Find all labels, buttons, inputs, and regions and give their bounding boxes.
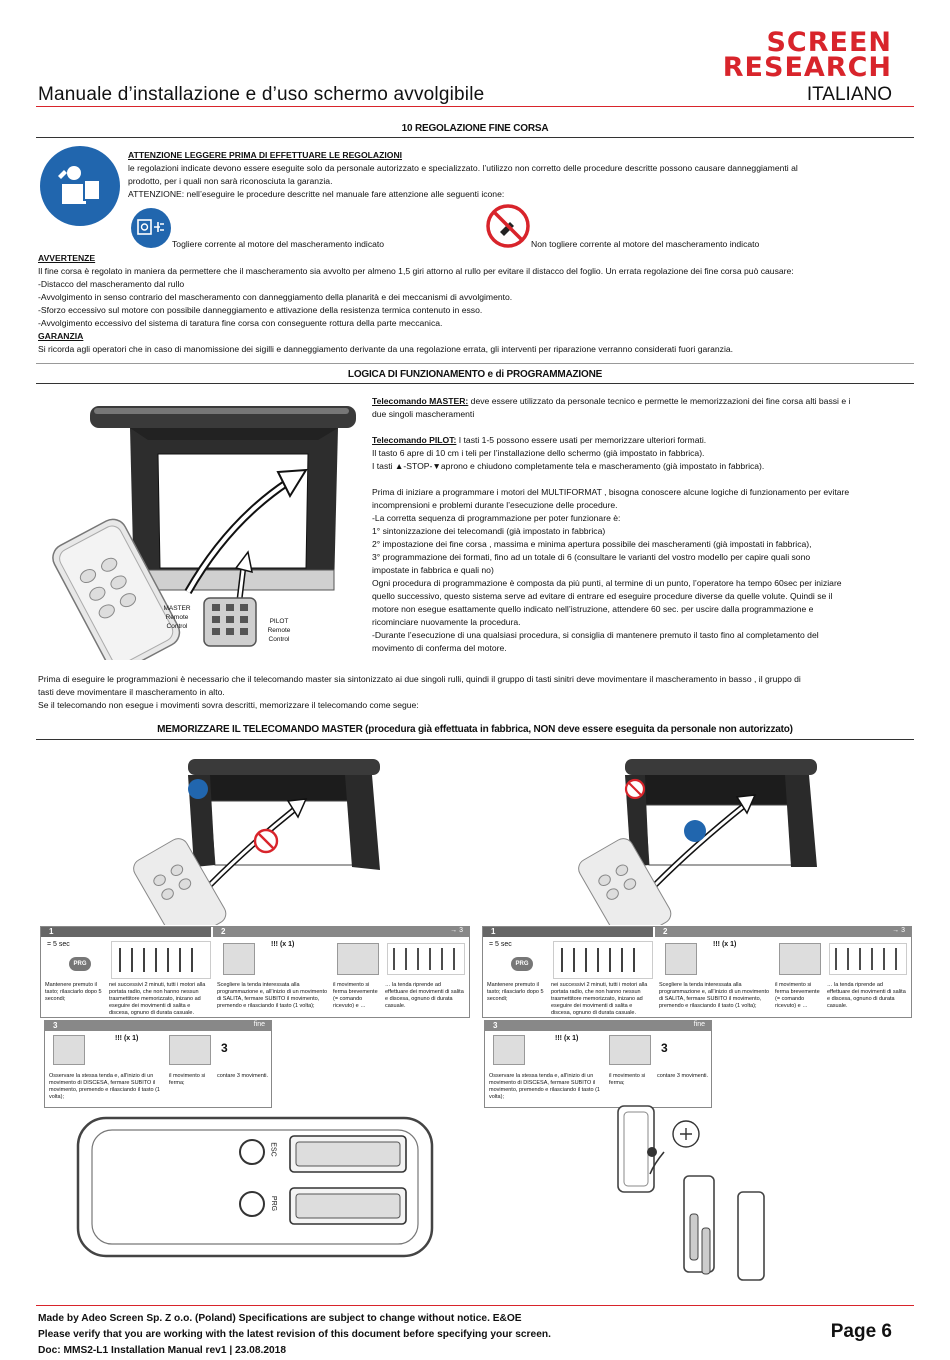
arrows-graphic <box>553 941 653 979</box>
section-divider <box>36 363 914 364</box>
screen-icon <box>169 1035 211 1065</box>
master-text-1: deve essere utilizzato da personale tecnico e permette le memorizzazioni dei fine corsa alti bassi e i <box>468 396 851 406</box>
step3-end: fine <box>693 1021 705 1028</box>
steps-1-2-right <box>482 926 912 1018</box>
pilot-remote-label <box>264 617 294 644</box>
prog-line: Ogni procedura di programmazione è composta da più punti, al termine di un punto, l’operatore ha tempo 60sec per iniziare <box>372 578 842 588</box>
pilot-heading: Telecomando PILOT: <box>372 435 457 445</box>
count-3: 3 <box>661 1041 668 1055</box>
document-title: Manuale d’installazione e d’uso schermo avvolgibile <box>38 84 485 105</box>
screen-icon <box>609 1035 651 1065</box>
master-text-2: due singoli mascheramenti <box>372 409 475 419</box>
before-line: Se il telecomando non esegue i movimenti sovra descritti, memorizzare il telecomando come segue: <box>38 700 419 710</box>
warning-heading: AVVERTENZE <box>38 253 96 263</box>
step2-text-2: il movimento si ferma brevemente (= comando ricevuto) e … <box>333 982 378 1009</box>
step3-header-bar <box>45 1021 271 1031</box>
step3-text: Osservare la stessa tenda e, all’inizio di un movimento di DISCESA, fermare SUBITO il movimento, premendo e rilasciando il tasto (1 volta); <box>49 1073 160 1100</box>
footer-divider <box>36 1305 914 1306</box>
warning-line: -Avvolgimento eccessivo del sistema di taratura fine corsa con conseguente rottura della parte meccanica. <box>38 318 443 328</box>
brand-logo <box>670 27 892 83</box>
step2-text: Scegliere la tenda interessata alla programmazione e, all’inizio di un movimento di SALITA, fermare SUBITO il movimento, premendo e rilasciando il tasto (1 volta); <box>217 982 328 1009</box>
prog-line: motore non esegue esattamente quello indicato nell’istruzione, attendere 60 sec. per uscire dalla programmazione e <box>372 604 814 614</box>
remote-battery-illustration <box>590 1104 770 1284</box>
step1-header-bar <box>41 927 211 937</box>
section-title-logica: LOGICA DI FUNZIONAMENTO e di PROGRAMMAZIONE <box>347 369 603 380</box>
step2-text-3: … la tenda riprende ad effettuare dei movimenti di salita e discesa, ognuno di durata casuale. <box>385 982 464 1009</box>
step3-text-2: il movimento si ferma; <box>169 1073 206 1086</box>
step3-header-bar <box>485 1021 711 1031</box>
arrows-graphic <box>829 943 907 975</box>
step-3-right <box>484 1020 712 1108</box>
step3-number: 3 <box>53 1021 58 1030</box>
pilot-label: PILOT <box>269 618 289 625</box>
attention-text-3: ATTENZIONE: nell’eseguire le procedure descritte nel manuale fare attenzione alle seguenti icone: <box>128 189 505 199</box>
step3-end: fine <box>253 1021 265 1028</box>
pilot-text-1: I tasti 1-5 possono essere usati per memorizzare ulteriori formati. <box>456 435 707 445</box>
no-power-off-label: Non togliere corrente al motore del mascheramento indicato <box>531 239 760 249</box>
prog-line: impostate in fabbrica e quali no) <box>372 565 494 575</box>
remote-open-illustration <box>76 1112 436 1260</box>
step2-next: → 3 <box>892 927 905 934</box>
prg-button: PRG <box>69 957 91 971</box>
prog-line: 2° impostazione dei fine corsa , massima e minima apertura possibile dei mascheramenti (già impostati in fabbrica), <box>372 539 812 549</box>
step1-text-2: nei successivi 2 minuti, tutti i motori alla portata radio, che non hanno nessun trasmettitore memorizzato, inizano ad eseguire dei movimenti di salita e discesa, ognuno di durata casuale. <box>551 982 648 1016</box>
screen-icon <box>223 943 255 975</box>
prog-line: -Durante l’esecuzione di una qualsiasi procedura, si consiglia di mantenere premuto il tasto fino al completamento del <box>372 630 819 640</box>
step3-number: 3 <box>493 1021 498 1030</box>
remote-description <box>372 395 917 655</box>
before-line: Prima di eseguire le programmazioni è necessario che il telecomando master sia sintonizzato ai due singoli rulli, quindi il gruppo di tasti sinitri deve movimentare il mascheramento in basso , il gruppo di <box>38 674 801 684</box>
prog-line: movimento di conferma del motore. <box>372 643 507 653</box>
step1-header-bar <box>483 927 653 937</box>
logo-line2: RESEARCH <box>722 52 892 83</box>
master-sub1: Remote <box>165 614 189 621</box>
guarantee-text: Si ricorda agli operatori che in caso di manomissione dei sigilli e danneggiamento derivante da una regolazione errata, gli interventi per riparazione verranno considerati fuori garanzia. <box>38 344 734 354</box>
pilot-sub1: Remote <box>267 627 291 634</box>
step2-text-3: … la tenda riprende ad effettuare dei movimenti di salita e discesa, ognuno di durata casuale. <box>827 982 906 1009</box>
step2-text-2: il movimento si ferma brevemente (= comando ricevuto) e … <box>775 982 820 1009</box>
master-sub2: Control <box>166 623 188 630</box>
step2-number: 2 <box>663 927 668 936</box>
footer-line-1: Made by Adeo Screen Sp. Z o.o. (Poland) Specifications are subject to change without notice. E&OE <box>38 1313 522 1324</box>
screen-icon <box>779 943 821 975</box>
timer-label: = 5 sec <box>489 941 512 948</box>
section-divider <box>36 137 914 138</box>
before-line: tasti deve movimentare il mascheramento in alto. <box>38 687 225 697</box>
prog-line: 1° sintonizzazione dei telecomandi (già impostato in fabbrica) <box>372 526 606 536</box>
step1-text-2: nei successivi 2 minuti, tutti i motori alla portata radio, che non hanno nessun trasmettitore memorizzato, inizano ad eseguire dei movimenti di salita e discesa, ognuno di durata casuale. <box>109 982 206 1016</box>
prog-line: incomprensioni e problemi durante l’esecuzione delle procedure. <box>372 500 618 510</box>
x1-label: !!! (x 1) <box>713 941 737 948</box>
screen-icon <box>493 1035 525 1065</box>
arrows-graphic <box>387 943 465 975</box>
step3-text: Osservare la stessa tenda e, all’inizio di un movimento di DISCESA, fermare SUBITO il movimento, premendo e rilasciando il tasto (1 volta); <box>489 1073 600 1100</box>
warning-line: -Sforzo eccessivo sul motore con possibile danneggiamento e attivazione della resistenza termica contenuto in esso. <box>38 305 483 315</box>
before-programming-text <box>38 673 918 712</box>
step2-next: → 3 <box>450 927 463 934</box>
step1-text: Mantenere premuto il tasto; rilasciarlo dopo 5 secondi; <box>45 982 102 1002</box>
attention-text-1: le regolazioni indicate devono essere eseguite solo da personale autorizzato e specializzato. l’utilizzo non corretto delle procedure descritte possono causare danneggiamenti al <box>128 163 798 173</box>
section-divider <box>36 739 914 740</box>
prog-line: ricominciare nuovamente la procedura. <box>372 617 521 627</box>
language-label: ITALIANO <box>806 84 892 105</box>
no-power-off-icon <box>486 204 530 248</box>
prg-button: PRG <box>511 957 533 971</box>
power-off-label: Togliere corrente al motore del mascheramento indicato <box>172 239 385 249</box>
logo-line1: SCREEN <box>766 27 892 58</box>
screen-icon <box>665 943 697 975</box>
master-label: MASTER <box>163 605 191 612</box>
x1-label: !!! (x 1) <box>115 1035 139 1042</box>
arrows-graphic <box>111 941 211 979</box>
prog-line: 3° programmazione dei formati, fino ad un totale di 6 (consultare le varianti del vostro modello per capire quali sono <box>372 552 811 562</box>
timer-label: = 5 sec <box>47 941 70 948</box>
x1-label: !!! (x 1) <box>271 941 295 948</box>
section-title-regolazione: 10 REGOLAZIONE FINE CORSA <box>401 123 549 134</box>
attention-text-2: prodotto, per i quali non sarà riconosciuta la garanzia. <box>128 176 333 186</box>
step2-text: Scegliere la tenda interessata alla programmazione e, all’inizio di un movimento di SALITA, fermare SUBITO il movimento, premendo e rilasciando il tasto (1 volta); <box>659 982 770 1009</box>
pilot-text-2: Il tasto 6 apre di 10 cm i teli per l’installazione dello schermo (già impostato in fabbrica). <box>372 448 705 458</box>
x1-label: !!! (x 1) <box>555 1035 579 1042</box>
prg-side-label: PRG <box>270 1195 278 1212</box>
step3-text-3: contare 3 movimenti. <box>217 1073 269 1079</box>
master-remote-label <box>162 604 192 631</box>
step2-header-bar <box>213 927 469 937</box>
prog-line: -La corretta sequenza di programmazione per poter funzionare è: <box>372 513 621 523</box>
pilot-text-3: I tasti ▲-STOP-▼aprono e chiudono completamente tela e mascheramento (già impostato in fabbrica). <box>372 461 765 471</box>
step3-text-3: contare 3 movimenti. <box>657 1073 709 1079</box>
warning-line: -Avvolgimento in senso contrario del mascheramento con danneggiamento della planarità e dei meccanismi di avvolgimento. <box>38 292 513 302</box>
power-off-icon <box>130 207 172 249</box>
screen-icon <box>53 1035 85 1065</box>
guarantee-heading: GARANZIA <box>38 331 84 341</box>
warning-line: -Distacco del mascheramento dal rullo <box>38 279 185 289</box>
screen-icon <box>337 943 379 975</box>
section-divider <box>36 383 914 384</box>
footer-line-3: Doc: MMS2-L1 Installation Manual rev1 | 23.08.2018 <box>38 1345 287 1356</box>
footer-line-2: Please verify that you are working with the latest revision of this document before specifying your screen. <box>38 1329 551 1340</box>
step2-number: 2 <box>221 927 226 936</box>
steps-1-2-left <box>40 926 470 1018</box>
attention-heading: ATTENZIONE LEGGERE PRIMA DI EFFETTUARE LE REGOLAZIONI <box>128 150 403 160</box>
step1-number: 1 <box>49 927 54 936</box>
step2-header-bar <box>655 927 911 937</box>
technician-manual-icon <box>40 146 120 226</box>
attention-block <box>128 149 908 201</box>
prog-line: quello successivo, questo sistema serve ad evitare di entrare ed eseguire procedure diverse da quelle volute. Quindi se il <box>372 591 833 601</box>
footer-text <box>38 1311 551 1359</box>
header-divider <box>36 106 914 107</box>
screen-right-illustration <box>545 755 845 925</box>
warnings-block <box>38 252 918 356</box>
step1-text: Mantenere premuto il tasto; rilasciarlo dopo 5 secondi; <box>487 982 544 1002</box>
page-number: Page 6 <box>830 1321 892 1342</box>
screen-remotes-illustration <box>38 392 364 660</box>
esc-side-label: ESC <box>269 1142 277 1157</box>
prog-line: Prima di iniziare a programmare i motori del MULTIFORMAT , bisogna conoscere alcune logiche di funzionamento per evitare <box>372 487 850 497</box>
step1-number: 1 <box>491 927 496 936</box>
count-3: 3 <box>221 1041 228 1055</box>
section-title-memorizzare: MEMORIZZARE IL TELECOMANDO MASTER (procedura già effettuata in fabbrica, NON deve essere eseguita da personale non autorizzato) <box>157 724 793 735</box>
screen-left-illustration <box>90 755 390 925</box>
pilot-sub2: Control <box>268 636 290 643</box>
step-3-left <box>44 1020 272 1108</box>
master-heading: Telecomando MASTER: <box>372 396 469 406</box>
step3-text-2: il movimento si ferma; <box>609 1073 646 1086</box>
warning-line: Il fine corsa è regolato in maniera da permettere che il mascheramento sia avvolto per almeno 1,5 giri attorno al rullo per evitare il distacco del foglio. Un errata regolazione dei fine corsa può causare: <box>38 266 794 276</box>
